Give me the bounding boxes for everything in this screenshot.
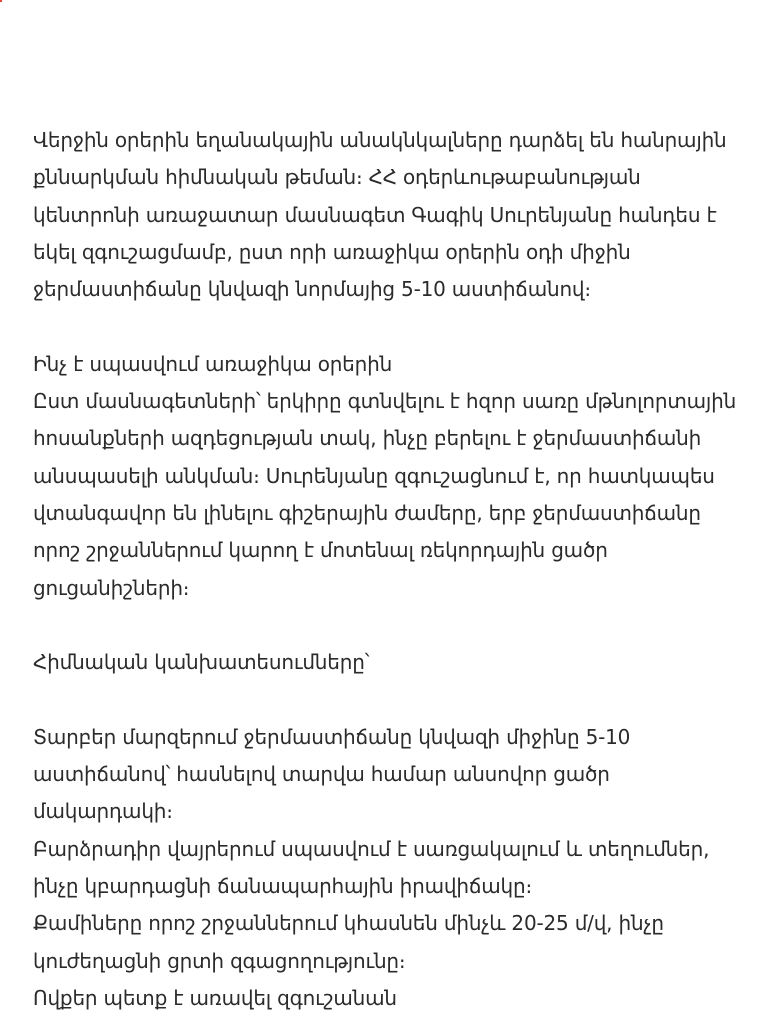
paragraph-gap: [33, 607, 753, 644]
forecast-line: աստիճանով՝ հասնելով տարվա համար անսովոր ցածր: [33, 762, 610, 787]
article-body: [33, 122, 753, 1017]
intro-paragraph: [33, 122, 753, 308]
paragraph-gap: [33, 681, 753, 718]
section-line: հոսանքների ազդեցության տակ, ինչը բերելու է ջերմաստիճանի: [33, 426, 702, 451]
section-line: Ըստ մասնագետների՝ երկիրը գտնվելու է հզոր սառը մթնոլորտային: [33, 389, 737, 414]
paragraph-gap: [33, 308, 753, 345]
section-line: վտանգավոր են լինելու գիշերային ժամերը, երբ ջերմաստիճանը: [33, 500, 701, 525]
intro-line: ջերմաստիճանը կնվազի նորմայից 5-10 աստիճանով։: [33, 277, 591, 302]
corner-mark: [0, 0, 2, 2]
section-line: ցուցանիշների։: [33, 575, 190, 600]
section-line: որոշ շրջաններում կարող է մոտենալ ռեկորդային ցածր: [33, 538, 608, 563]
section-heading: Ինչ է սպասվում առաջիկա օրերին: [33, 351, 393, 376]
intro-line: քննարկման հիմնական թեման։ ՀՀ օդերևութաբանության: [33, 165, 641, 190]
intro-line: Վերջին օրերին եղանակային անակնկալները դարձել են հանրային: [33, 128, 727, 152]
forecast-line: ինչը կբարդացնի ճանապարհային իրավիճակը։: [33, 873, 532, 898]
section-line: անսպասելի անկման։ Սուրենյանը զգուշացնում է, որ հատկապես: [33, 463, 715, 488]
forecast-line: մակարդակի։: [33, 799, 173, 824]
forecast-line: Քամիները որոշ շրջաններում կհասնեն մինչև 20-25 մ/վ, ինչը: [33, 911, 664, 936]
intro-line: կենտրոնի առաջատար մասնագետ Գագիկ Սուրենյանը հանդես է: [33, 202, 717, 227]
forecasts-heading: Հիմնական կանխատեսումները՝: [33, 650, 370, 675]
forecast-line: Բարձրադիր վայրերում սպասվում է սառցակալում և տեղումներ,: [33, 836, 710, 861]
forecast-line: Ովքեր պետք է առավել զգուշանան: [33, 985, 397, 1010]
forecasts-list: [33, 719, 753, 1017]
intro-line: եկել զգուշացմամբ, ըստ որի առաջիկա օրերին օդի միջին: [33, 239, 631, 264]
forecast-line: Տարբեր մարզերում ջերմաստիճանը կնվազի միջինը 5-10: [33, 724, 631, 749]
forecast-line: կուժեղացնի ցրտի զգացողությունը։: [33, 948, 406, 973]
section-paragraph: [33, 383, 753, 607]
